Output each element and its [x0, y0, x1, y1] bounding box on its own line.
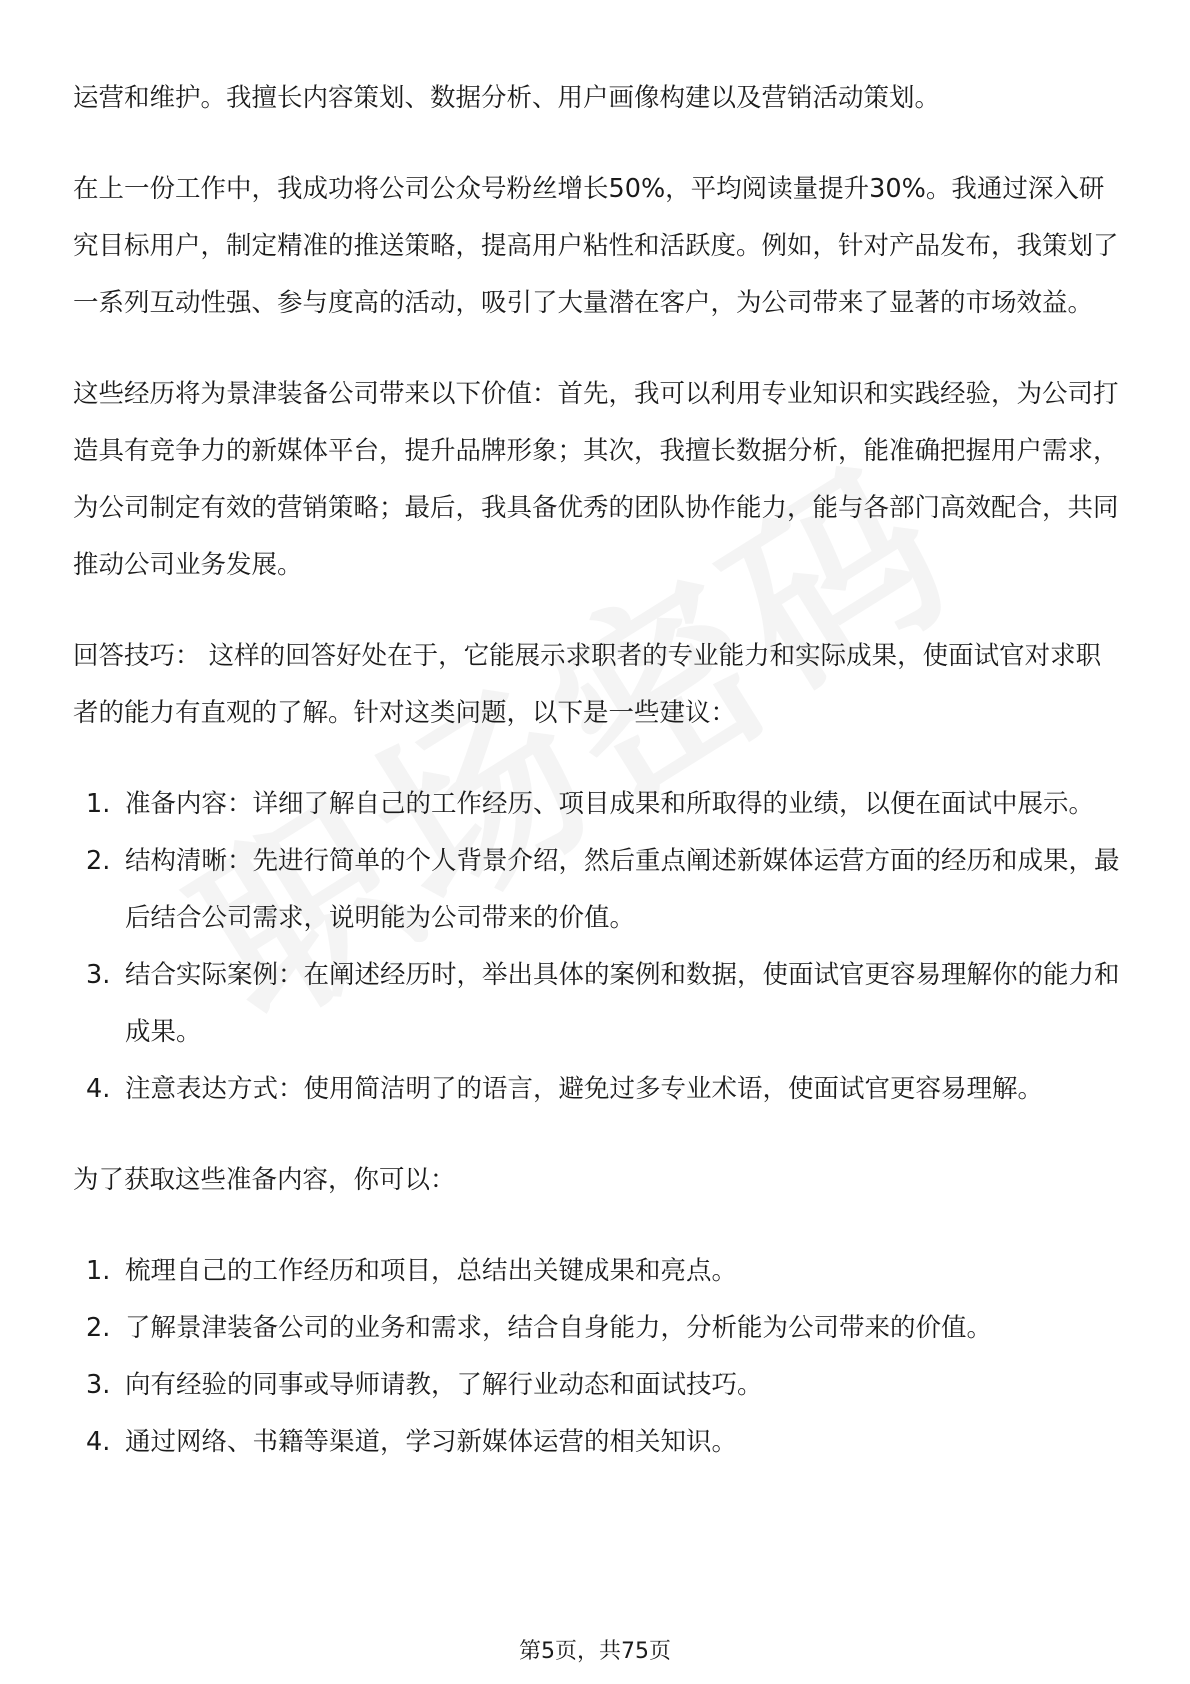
document-body [73, 70, 1123, 1505]
list-item [73, 1300, 1123, 1357]
paragraph-achievements: 在上一份工作中，我成功将公司公众号粉丝增长50%，平均阅读量提升30%。我通过深入研究目标用户，制定精准的推送策略，提高用户粘性和活跃度。例如，针对产品发布，我策划了一系列互动性强、参与度高的活动，吸引了大量潜在客户，为公司带来了显著的市场效益。 [73, 174, 1119, 318]
list-item [73, 776, 1123, 833]
list-number: 4. [86, 1427, 111, 1457]
paragraph-intro-end: 运营和维护。我擅长内容策划、数据分析、用户画像构建以及营销活动策划。 [73, 83, 941, 113]
list-number: 3. [86, 1370, 111, 1400]
list-item-text: 结构清晰：先进行简单的个人背景介绍，然后重点阐述新媒体运营方面的经历和成果，最后结合公司需求，说明能为公司带来的价值。 [125, 846, 1120, 933]
list-number: 2. [86, 846, 111, 876]
list-item [73, 833, 1123, 947]
list-item-text: 了解景津装备公司的业务和需求，结合自身能力，分析能为公司带来的价值。 [125, 1313, 993, 1343]
paragraph-prep-intro: 为了获取这些准备内容，你可以： [73, 1165, 456, 1195]
page-number-footer: 第5页，共75页 [519, 1639, 671, 1664]
list-item-text: 通过网络、书籍等渠道，学习新媒体运营的相关知识。 [125, 1427, 738, 1457]
list-number: 1. [86, 1256, 111, 1286]
list-item-text: 结合实际案例：在阐述经历时，举出具体的案例和数据，使面试官更容易理解你的能力和成果。 [125, 960, 1120, 1047]
list-item-text: 准备内容：详细了解自己的工作经历、项目成果和所取得的业绩，以便在面试中展示。 [125, 789, 1095, 819]
list-item [73, 1243, 1123, 1300]
list-item-text: 梳理自己的工作经历和项目，总结出关键成果和亮点。 [125, 1256, 738, 1286]
list-item [73, 1414, 1123, 1471]
list-item-text: 向有经验的同事或导师请教，了解行业动态和面试技巧。 [125, 1370, 763, 1400]
paragraph-value: 这些经历将为景津装备公司带来以下价值：首先，我可以利用专业知识和实践经验，为公司打造具有竞争力的新媒体平台，提升品牌形象；其次，我擅长数据分析，能准确把握用户需求，为公司制定有效的营销策略；最后，我具备优秀的团队协作能力，能与各部门高效配合，共同推动公司业务发展。 [73, 379, 1119, 580]
list-item-text: 注意表达方式：使用简洁明了的语言，避免过多专业术语，使面试官更容易理解。 [125, 1074, 1044, 1104]
tips-list [73, 776, 1123, 1118]
list-number: 1. [86, 789, 111, 819]
paragraph-answer-tips: 回答技巧： 这样的回答好处在于，它能展示求职者的专业能力和实际成果，使面试官对求职者的能力有直观的了解。针对这类问题，以下是一些建议： [73, 641, 1102, 728]
list-number: 3. [86, 960, 111, 990]
list-item [73, 1357, 1123, 1414]
prep-list [73, 1243, 1123, 1471]
list-item [73, 947, 1123, 1061]
list-item [73, 1061, 1123, 1118]
list-number: 2. [86, 1313, 111, 1343]
list-number: 4. [86, 1074, 111, 1104]
